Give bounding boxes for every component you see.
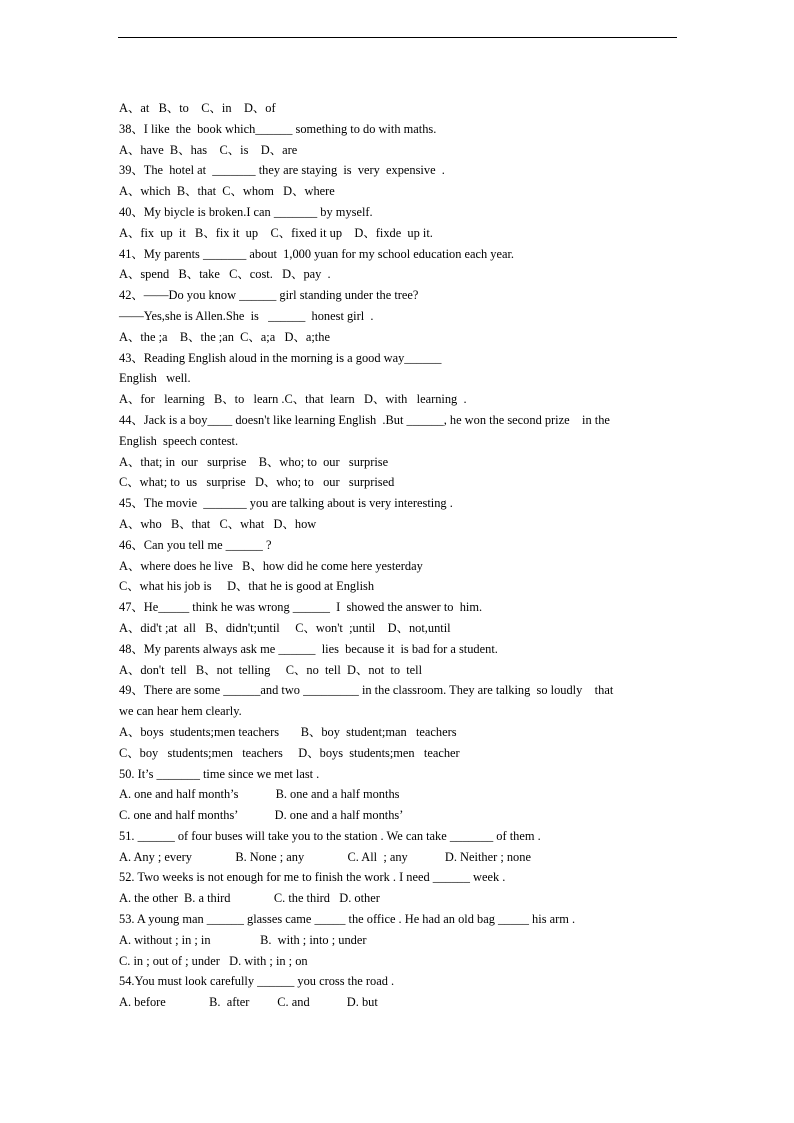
- text-line: 49、There are some ______and two _________ in the classroom. They are talking so loudly that: [119, 683, 614, 698]
- text-line: we can hear hem clearly.: [119, 704, 242, 719]
- text-line: 53. A young man ______ glasses came _____ the office . He had an old bag _____ his arm .: [119, 912, 576, 927]
- text-line: 48、My parents always ask me ______ lies because it is bad for a student.: [119, 641, 498, 656]
- text-line: 51. ______ of four buses will take you to the station . We can take _______ of them .: [119, 828, 541, 843]
- text-line: C、what his job is D、that he is good at English: [119, 579, 375, 594]
- text-line: C、boy students;men teachers D、boys students;men teacher: [119, 745, 460, 760]
- text-line: English speech contest.: [119, 433, 239, 448]
- text-line: A. Any ; every B. None ; any C. All ; any D. Neither ; none: [119, 849, 531, 864]
- text-line: A、the ;a B、the ;an C、a;a D、a;the: [119, 329, 330, 344]
- text-line: C、what; to us surprise D、who; to our surprised: [119, 475, 395, 490]
- text-line: 39、The hotel at _______ they are staying is very expensive .: [119, 163, 445, 178]
- text-line: 42、——Do you know ______ girl standing under the tree?: [119, 288, 419, 303]
- text-line: A、did't ;at all B、didn't;until C、won't ;until D、not,until: [119, 620, 451, 635]
- text-line: A、spend B、take C、cost. D、pay .: [119, 267, 331, 282]
- text-line: 40、My biycle is broken.I can _______ by myself.: [119, 204, 373, 219]
- text-line: A、don't tell B、not telling C、no tell D、not to tell: [119, 662, 423, 677]
- text-line: A、fix up it B、fix it up C、fixed it up D、fixde up it.: [119, 225, 433, 240]
- text-line: 52. Two weeks is not enough for me to finish the work . I need ______ week .: [119, 870, 506, 885]
- text-line: 38、I like the book which______ something to do with maths.: [119, 121, 437, 136]
- text-line: A. without ; in ; in B. with ; into ; under: [119, 932, 367, 947]
- text-line: 41、My parents _______ about 1,000 yuan for my school education each year.: [119, 246, 515, 261]
- header-rule: [118, 37, 677, 38]
- text-line: 43、Reading English aloud in the morning is a good way______: [119, 350, 442, 365]
- text-line: A. before B. after C. and D. but: [119, 995, 378, 1010]
- text-line: A. the other B. a third C. the third D. other: [119, 891, 380, 906]
- text-line: 54.You must look carefully ______ you cross the road .: [119, 974, 395, 989]
- text-line: A、boys students;men teachers B、boy student;man teachers: [119, 724, 457, 739]
- text-line: 47、He_____ think he was wrong ______ I showed the answer to him.: [119, 600, 483, 615]
- text-line: A、at B、to C、in D、of: [119, 101, 276, 115]
- text-line: ——Yes,she is Allen.She is ______ honest girl .: [119, 308, 374, 323]
- text-line: 46、Can you tell me ______ ?: [119, 537, 272, 552]
- text-line: A、who B、that C、what D、how: [119, 516, 317, 531]
- text-line: 50. It’s _______ time since we met last .: [119, 766, 320, 781]
- text-line: English well.: [119, 371, 191, 386]
- text-line: A. one and half month’s B. one and a half months: [119, 787, 400, 802]
- text-line: A、which B、that C、whom D、where: [119, 184, 335, 199]
- text-line: 45、The movie _______ you are talking about is very interesting .: [119, 496, 453, 511]
- text-line: C. in ; out of ; under D. with ; in ; on: [119, 953, 308, 968]
- text-line: 44、Jack is a boy____ doesn't like learning English .But ______, he won the second prize in the: [119, 412, 610, 427]
- text-line: A、for learning B、to learn .C、that learn D、with learning .: [119, 392, 467, 407]
- text-line: A、have B、has C、is D、are: [119, 142, 298, 157]
- text-line: C. one and half months’ D. one and a half months’: [119, 808, 404, 823]
- text-line: A、where does he live B、how did he come here yesterday: [119, 558, 423, 573]
- text-line: A、that; in our surprise B、who; to our surprise: [119, 454, 389, 469]
- question-text: [119, 98, 679, 1013]
